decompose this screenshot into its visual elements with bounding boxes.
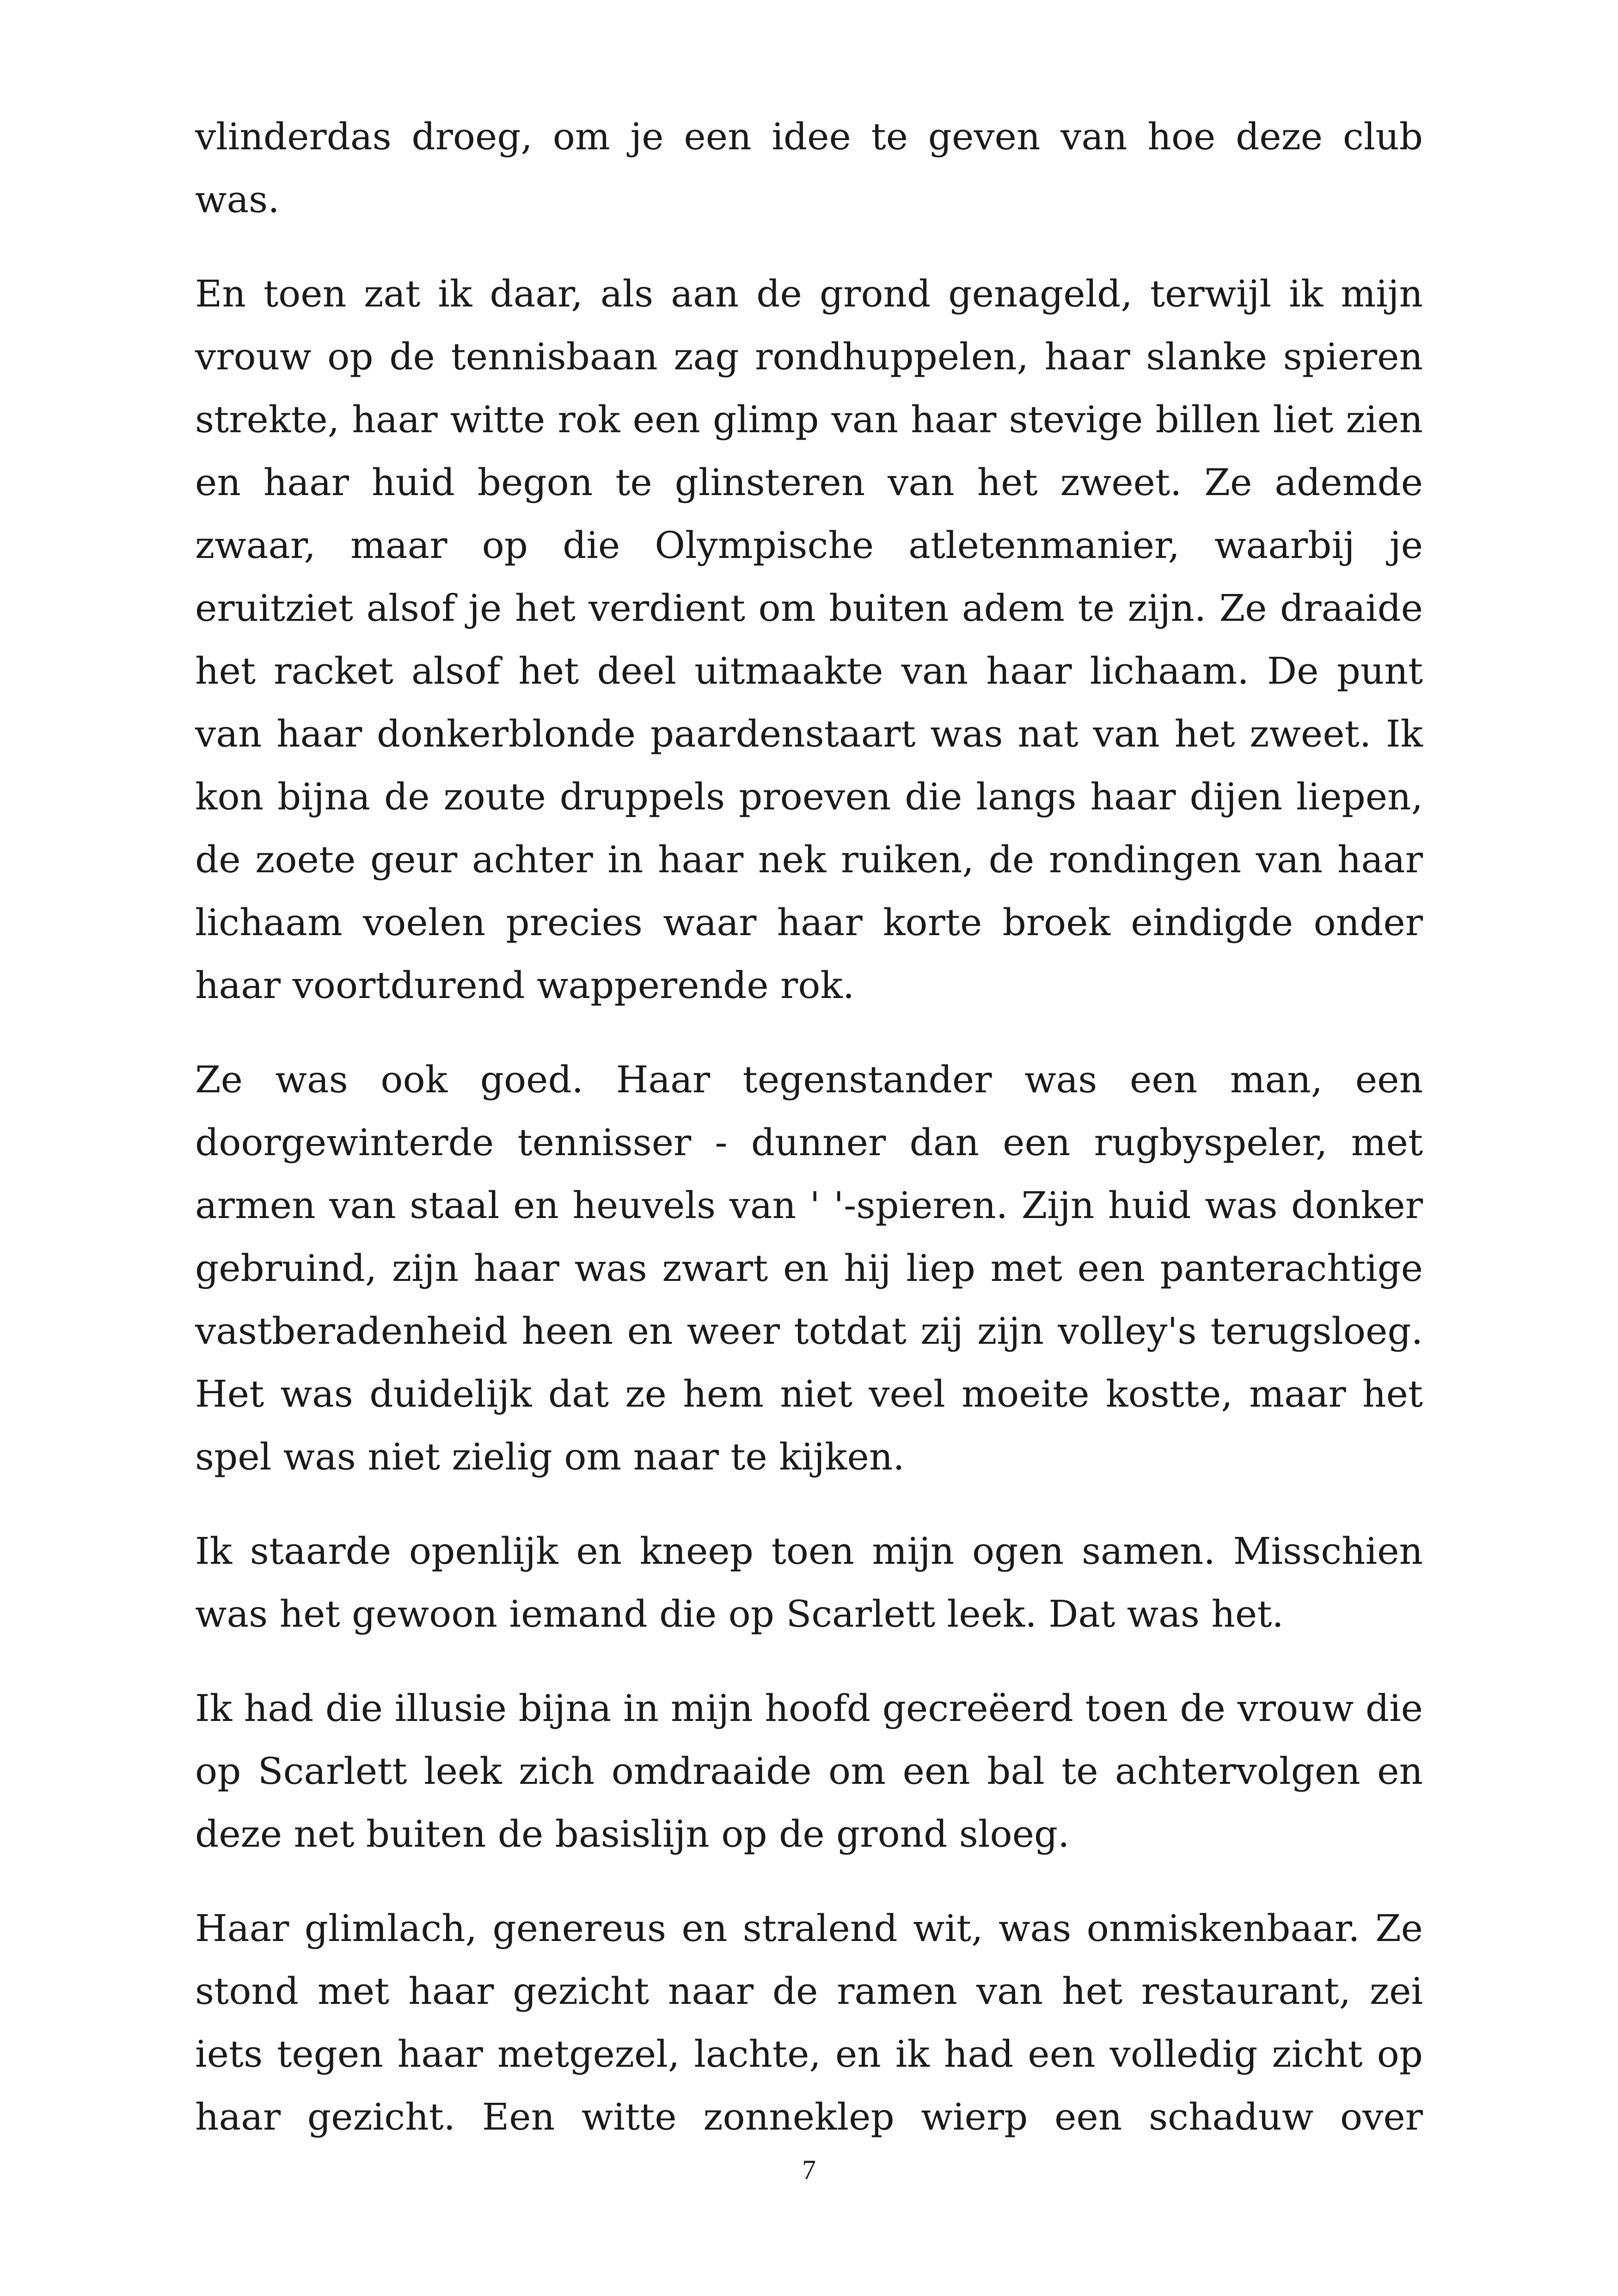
paragraph: Ik staarde openlijk en kneep toen mijn ogen samen. Misschien was het gewoon iemand die op Scarlett leek. Dat was het. <box>195 1530 1423 1635</box>
paragraph: Haar glimlach, genereus en stralend wit, was onmiskenbaar. Ze stond met haar gezicht naar de ramen van het restaurant, zei iets tegen haar metgezel, lachte, en ik had een volledig zicht op haar gezicht. Een witte zonneklep wierp een schaduw over <box>195 1907 1423 2138</box>
paragraph: En toen zat ik daar, als aan de grond genageld, terwijl ik mijn vrouw op de tennisbaan zag rondhuppelen, haar slanke spieren strekte, haar witte rok een glimp van haar stevige billen liet zien en haar huid begon te glinsteren van het zweet. Ze ademde zwaar, maar op die Olympische atletenmanier, waarbij je eruitziet alsof je het verdient om buiten adem te zijn. Ze draaide het racket alsof het deel uitmaakte van haar lichaam. De punt van haar donkerblonde paardenstaart was nat van het zweet. Ik kon bijna de zoute druppels proeven die langs haar dijen liepen, de zoete geur achter in haar nek ruiken, de rondingen van haar lichaam voelen precies waar haar korte broek eindigde onder haar voortdurend wapperende rok. <box>195 272 1423 1007</box>
paragraph: vlinderdas droeg, om je een idee te geven van hoe deze club was. <box>195 115 1423 221</box>
paragraph: Ze was ook goed. Haar tegenstander was een man, een doorgewinterde tennisser - dunner dan een rugbyspeler, met armen van staal en heuvels van ' '-spieren. Zijn huid was donker gebruind, zijn haar was zwart en hij liep met een panterachtige vastberadenheid heen en weer totdat zij zijn volley's terugsloeg. Het was duidelijk dat ze hem niet veel moeite kostte, maar het spel was niet zielig om naar te kijken. <box>195 1058 1423 1478</box>
body-text <box>195 105 1423 2149</box>
paragraph: Ik had die illusie bijna in mijn hoofd gecreëerd toen de vrouw die op Scarlett leek zich omdraaide om een bal te achtervolgen en deze net buiten de basislijn op de grond sloeg. <box>195 1687 1423 1855</box>
page-number: 7 <box>802 2155 816 2185</box>
